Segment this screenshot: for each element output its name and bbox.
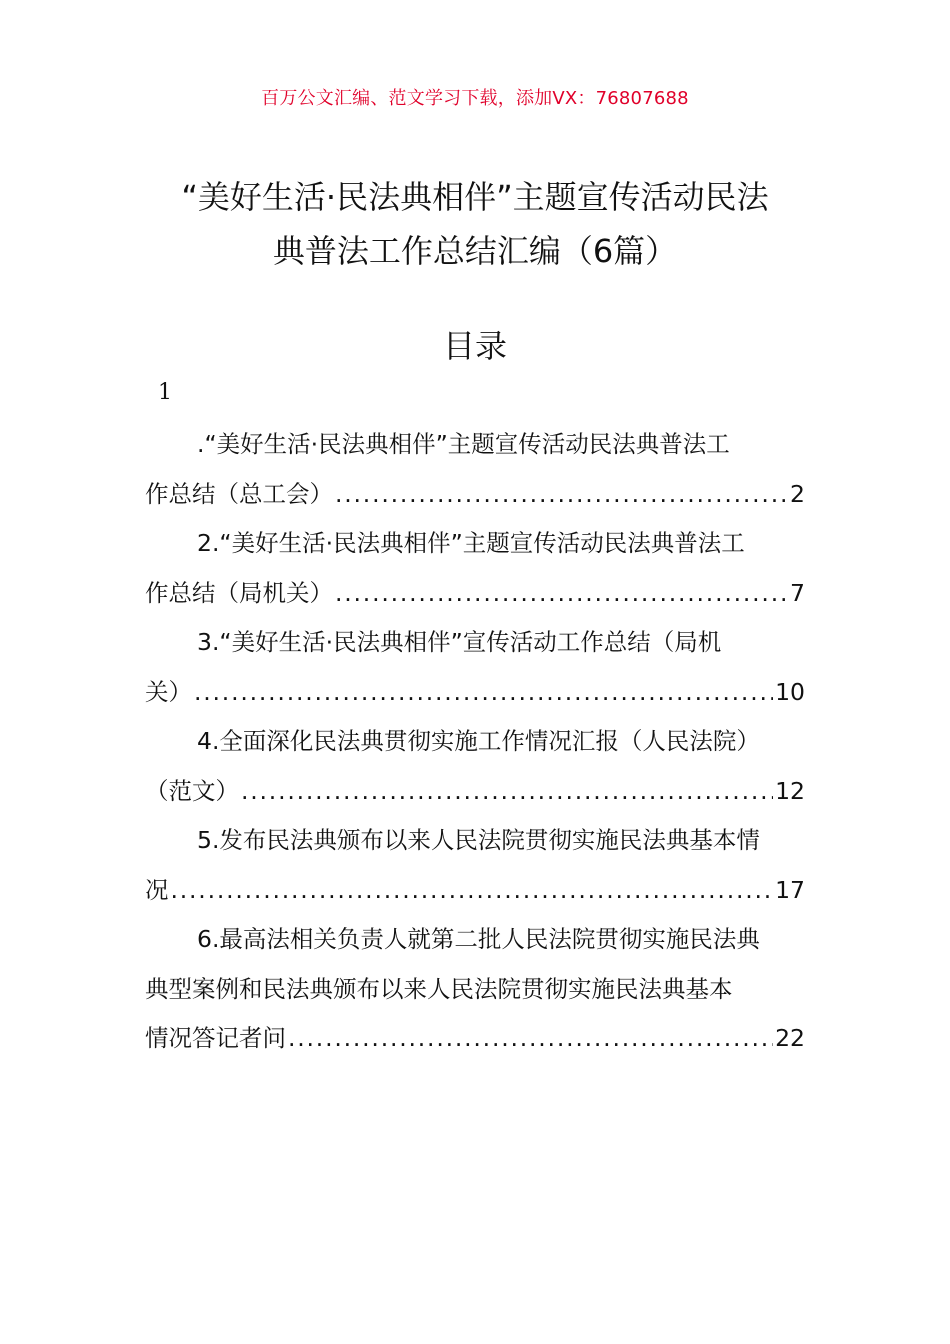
toc-entry-2[interactable] [145, 519, 805, 618]
toc-page-number: 22 [775, 1024, 805, 1052]
toc-entry-text: 作总结（总工会） [145, 479, 333, 508]
document-title-line-1: “美好生活·民法典相伴”主题宣传活动民法 [181, 178, 769, 216]
toc-leader-dots [335, 470, 788, 520]
toc-entry-text: （范文） [145, 776, 239, 805]
toc-leader-dots [194, 668, 773, 718]
toc-leader-dots [335, 569, 788, 619]
toc-leader-dots [288, 1014, 773, 1064]
toc-entry-3[interactable] [145, 618, 805, 717]
toc-page-number: 7 [790, 578, 805, 607]
toc-heading: 目录 [442, 327, 507, 365]
toc-entry-last-line [145, 1014, 805, 1064]
toc-entry-text: 3.“美好生活·民法典相伴”宣传活动工作总结（局机 [197, 628, 722, 656]
toc-entry-last-line [145, 866, 805, 916]
toc-entry-text: 况 [145, 875, 169, 904]
toc-entry-last-line [145, 767, 805, 817]
toc-entry-4[interactable] [145, 717, 805, 816]
header-watermark-note: 百万公文汇编、范文学习下载，添加VX：76807688 [261, 88, 689, 109]
toc-page-number: 2 [790, 479, 805, 508]
toc-entry-text: .“美好生活·民法典相伴”主题宣传活动民法典普法工 [197, 430, 730, 458]
toc-entry-text: 2.“美好生活·民法典相伴”主题宣传活动民法典普法工 [197, 529, 745, 557]
document-title-line-2: 典普法工作总结汇编（6篇） [272, 232, 678, 270]
toc-entry-5[interactable] [145, 816, 805, 915]
toc-entry-last-line [145, 569, 805, 619]
toc-stray-number: 1 [158, 380, 172, 405]
toc-entry-text: 5.发布民法典颁布以来人民法院贯彻实施民法典基本情 [197, 826, 760, 854]
toc-entry-last-line [145, 668, 805, 718]
toc-entry-text: 典型案例和民法典颁布以来人民法院贯彻实施民法典基本 [145, 974, 733, 1003]
toc-leader-dots [241, 767, 773, 817]
toc-page-number: 17 [775, 875, 805, 904]
toc-entry-6[interactable] [145, 915, 805, 1064]
toc-list [145, 420, 805, 1064]
toc-page-number: 12 [775, 776, 805, 805]
toc-entry-1[interactable] [145, 420, 805, 519]
toc-page-number: 10 [775, 677, 805, 706]
toc-entry-text: 4.全面深化民法典贯彻实施工作情况汇报（人民法院） [197, 727, 760, 755]
toc-entry-text: 作总结（局机关） [145, 578, 333, 607]
toc-entry-text: 关） [145, 677, 192, 706]
toc-entry-text: 情况答记者问 [145, 1024, 286, 1052]
toc-entry-last-line [145, 470, 805, 520]
document-title [0, 170, 950, 278]
toc-leader-dots [171, 866, 774, 916]
toc-entry-text: 6.最高法相关负责人就第二批人民法院贯彻实施民法典 [197, 925, 760, 953]
